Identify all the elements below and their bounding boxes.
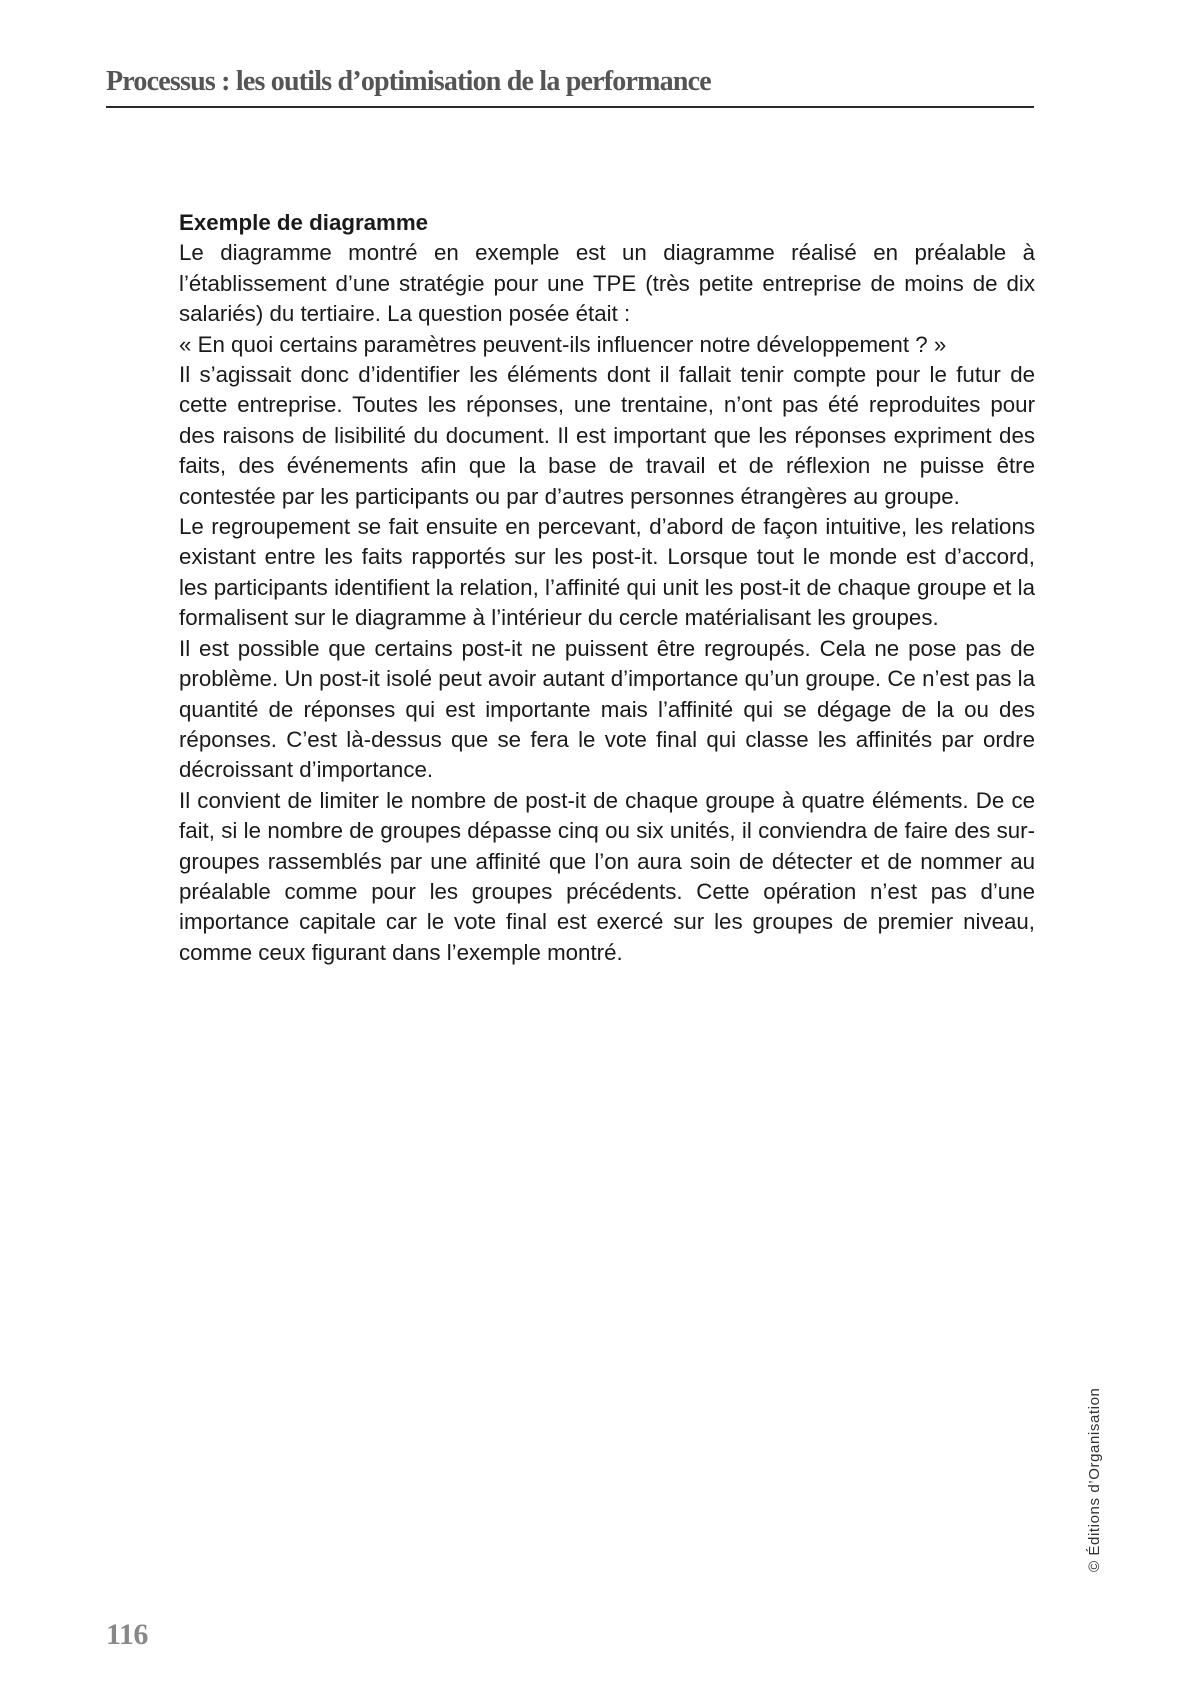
running-head-title: Processus : les outils d’optimisation de la performance xyxy=(106,66,711,97)
paragraph: Le diagramme montré en exemple est un diagramme réalisé en préalable à l’établissement d’une stratégie pour une TPE (très petite entreprise de moins de dix salariés) du tertiaire. La question posée était : xyxy=(179,240,1035,327)
paragraph: Le regroupement se fait ensuite en percevant, d’abord de façon intuitive, les relations existant entre les faits rapportés sur les post-it. Lorsque tout le monde est d’accord, les participants identifient la relation, l’affinité qui unit les post-it de chaque groupe et la formalisent sur le diagramme à l’intérieur du cercle matérialisant les groupes. xyxy=(179,514,1035,631)
body-text xyxy=(179,208,1035,968)
paragraph: Il convient de limiter le nombre de post-it de chaque groupe à quatre éléments. De ce fait, si le nombre de groupes dépasse cinq ou six unités, il conviendra de faire des sur-groupes rassemblés par une affinité que l’on aura soin de détecter et de nommer au préalable comme pour les groupes précédents. Cette opération n’est pas d’une importance capitale car le vote final est exercé sur les groupes de premier niveau, comme ceux figurant dans l’exemple montré. xyxy=(179,787,1035,965)
paragraph: « En quoi certains paramètres peuvent-ils influencer notre développement ? » xyxy=(179,331,947,357)
paragraph: Il s’agissait donc d’identifier les éléments dont il fallait tenir compte pour le futur de cette entreprise. Toutes les réponses, une trentaine, n’ont pas été reproduites pour des raisons de lisibilité du document. Il est important que les réponses expriment des faits, des événements afin que la base de travail et de réflexion ne puisse être contestée par les participants ou par d’autres personnes étrangères au groupe. xyxy=(179,362,1035,509)
paragraph: Il est possible que certains post-it ne puissent être regroupés. Cela ne pose pas de problème. Un post-it isolé peut avoir autant d’importance qu’un groupe. Ce n’est pas la quantité de réponses qui est importante mais l’affinité qui se dégage de la ou des réponses. C’est là-dessus que se fera le vote final qui classe les affinités par ordre décroissant d’importance. xyxy=(179,635,1035,783)
copyright-notice: © Éditions d’Organisation xyxy=(1086,1387,1103,1572)
section-heading: Exemple de diagramme xyxy=(179,210,429,235)
running-head xyxy=(106,60,1034,108)
page-number: 116 xyxy=(106,1618,148,1651)
